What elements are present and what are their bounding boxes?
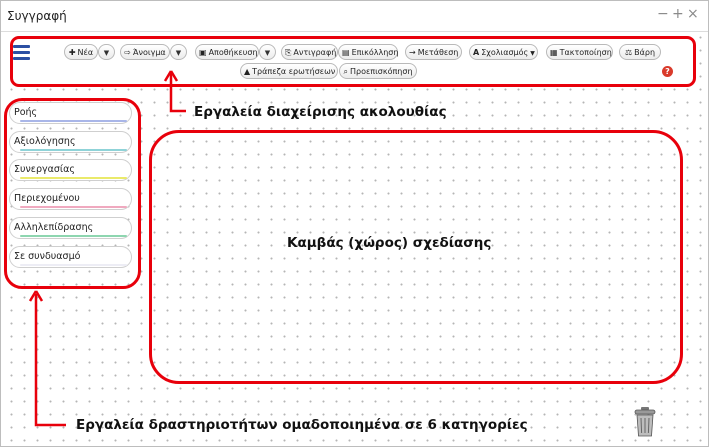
save-button[interactable]: ▣ Αποθήκευση — [195, 44, 259, 60]
copy-button[interactable]: ⎘ Αντιγραφή — [281, 44, 338, 60]
chevron-down-icon: ▼ — [175, 49, 182, 57]
category-content[interactable]: Περιεχομένου — [9, 188, 132, 210]
save-icon: ▣ — [199, 48, 207, 57]
chevron-down-icon: ▼ — [264, 49, 271, 57]
close-button[interactable]: × — [687, 6, 699, 22]
text-icon: A — [473, 48, 480, 57]
toolbar-annotation: Εργαλεία διαχείρισης ακολουθίας — [194, 104, 447, 120]
zoom-icon: ⌕ — [343, 67, 348, 76]
comment-button[interactable]: A Σχολιασμός ▼ — [469, 44, 538, 60]
arrow-right-icon: → — [409, 48, 416, 57]
category-interaction[interactable]: Αλληλεπίδρασης — [9, 217, 132, 239]
help-icon[interactable]: ? — [662, 66, 673, 77]
chevron-down-icon: ▼ — [530, 50, 535, 57]
arrange-button[interactable]: ▦ Τακτοποίηση — [546, 44, 613, 60]
paste-icon: ▤ — [342, 48, 350, 57]
category-flow[interactable]: Ροής — [9, 102, 132, 124]
maximize-button[interactable]: + — [672, 6, 684, 22]
category-assessment[interactable]: Αξιολόγησης — [9, 131, 132, 153]
window-title: Συγγραφή — [7, 9, 67, 23]
plus-icon: ✚ — [68, 48, 76, 57]
question-bank-button[interactable]: ▲ Τράπεζα ερωτήσεων — [240, 63, 338, 79]
open-button[interactable]: ⇨ Άνοιγμα — [120, 44, 170, 60]
annotation-arrows — [1, 1, 708, 446]
bank-icon: ▲ — [244, 67, 251, 76]
new-button[interactable]: ✚ Νέα — [64, 44, 98, 60]
grid-icon: ▦ — [550, 48, 558, 57]
weights-button[interactable]: ⚖ Βάρη — [619, 44, 661, 60]
category-combined[interactable]: Σε συνδυασμό — [9, 246, 132, 268]
trash-icon[interactable] — [634, 407, 656, 441]
chevron-down-icon: ▼ — [103, 49, 110, 57]
preview-button[interactable]: ⌕ Προεπισκόπηση — [339, 63, 417, 79]
open-icon: ⇨ — [124, 48, 131, 57]
toolbar-arrow — [171, 73, 186, 111]
categories-arrow — [36, 294, 66, 425]
move-button[interactable]: → Μετάθεση — [405, 44, 462, 60]
copy-icon: ⎘ — [285, 48, 292, 57]
paste-button[interactable]: ▤ Επικόλληση — [338, 44, 398, 60]
scale-icon: ⚖ — [624, 48, 633, 57]
category-collaboration[interactable]: Συνεργασίας — [9, 159, 132, 181]
minimize-button[interactable]: − — [657, 6, 669, 22]
canvas-annotation: Καμβάς (χώρος) σχεδίασης — [287, 235, 492, 251]
activities-annotation: Εργαλεία δραστηριοτήτων ομαδοποιημένα σε 6 κατηγορίες — [76, 417, 528, 433]
